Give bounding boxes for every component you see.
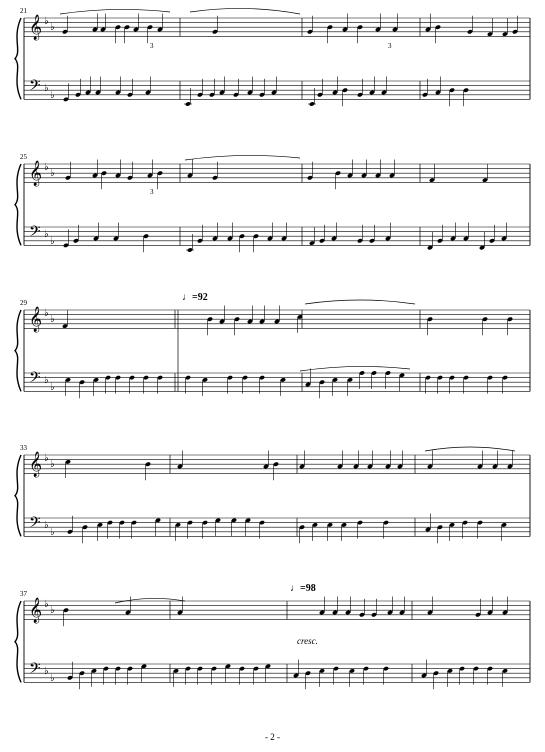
slur xyxy=(425,447,515,451)
grand-staff-brace xyxy=(15,164,21,245)
flat-sign-icon: ♭ xyxy=(44,520,49,531)
slur xyxy=(300,366,410,371)
grand-staff-brace xyxy=(15,455,21,536)
flat-sign-icon: ♭ xyxy=(50,382,55,393)
slur xyxy=(190,8,300,14)
flat-sign-icon: ♭ xyxy=(50,527,55,538)
bass-clef-icon: 𝄢 xyxy=(29,77,41,98)
bass-clef-icon: 𝄢 xyxy=(29,369,41,390)
flat-sign-icon: ♭ xyxy=(50,459,55,470)
bass-staff xyxy=(24,227,530,245)
treble-staff xyxy=(24,601,530,619)
treble-clef-icon: 𝄞 xyxy=(29,452,43,477)
page-number: - 2 - xyxy=(265,732,280,742)
treble-clef-icon: 𝄞 xyxy=(29,307,43,332)
music-system xyxy=(15,7,530,107)
measure-number: 37 xyxy=(20,590,27,598)
flat-sign-icon: ♭ xyxy=(50,22,55,33)
flat-sign-icon: ♭ xyxy=(44,229,49,240)
flat-sign-icon: ♭ xyxy=(50,314,55,325)
treble-staff xyxy=(24,164,530,182)
flat-sign-icon: ♭ xyxy=(50,168,55,179)
slur xyxy=(185,155,300,160)
treble-staff xyxy=(24,310,530,328)
bass-staff xyxy=(24,664,530,682)
measure-number: 25 xyxy=(20,153,27,161)
tempo-marking: ♩=98 xyxy=(290,583,316,594)
treble-staff xyxy=(24,18,530,36)
flat-sign-icon: ♭ xyxy=(44,83,49,94)
flat-sign-icon: ♭ xyxy=(44,162,49,173)
bass-clef-icon: 𝄢 xyxy=(29,514,41,535)
treble-clef-icon: 𝄞 xyxy=(29,161,43,186)
triplet-mark: 3 xyxy=(150,188,154,196)
flat-sign-icon: ♭ xyxy=(50,673,55,684)
flat-sign-icon: ♭ xyxy=(44,666,49,677)
music-system xyxy=(15,292,530,398)
treble-clef-icon: 𝄞 xyxy=(29,15,43,40)
flat-sign-icon: ♭ xyxy=(44,308,49,319)
dynamic-marking: cresc. xyxy=(297,636,318,646)
flat-sign-icon: ♭ xyxy=(44,599,49,610)
measure-number: 21 xyxy=(20,7,27,15)
grand-staff-brace xyxy=(15,601,21,682)
treble-clef-icon: 𝄞 xyxy=(29,598,43,623)
grand-staff-brace xyxy=(15,18,21,99)
music-system xyxy=(15,153,530,253)
bass-clef-icon: 𝄢 xyxy=(29,223,41,244)
bass-clef-icon: 𝄢 xyxy=(29,660,41,681)
bass-staff xyxy=(24,373,530,391)
slur xyxy=(60,9,170,14)
flat-sign-icon: ♭ xyxy=(44,375,49,386)
flat-sign-icon: ♭ xyxy=(50,236,55,247)
music-system xyxy=(15,444,530,543)
slur xyxy=(305,300,415,304)
measure-number: 29 xyxy=(20,299,27,307)
triplet-mark: 3 xyxy=(150,42,154,50)
triplet-mark: 3 xyxy=(388,42,392,50)
flat-sign-icon: ♭ xyxy=(44,453,49,464)
flat-sign-icon: ♭ xyxy=(50,90,55,101)
bass-staff xyxy=(24,518,530,536)
tempo-marking: ♩=92 xyxy=(182,292,208,303)
measure-number: 33 xyxy=(20,444,27,452)
flat-sign-icon: ♭ xyxy=(50,605,55,616)
flat-sign-icon: ♭ xyxy=(44,16,49,27)
grand-staff-brace xyxy=(15,310,21,391)
music-system xyxy=(15,583,530,689)
